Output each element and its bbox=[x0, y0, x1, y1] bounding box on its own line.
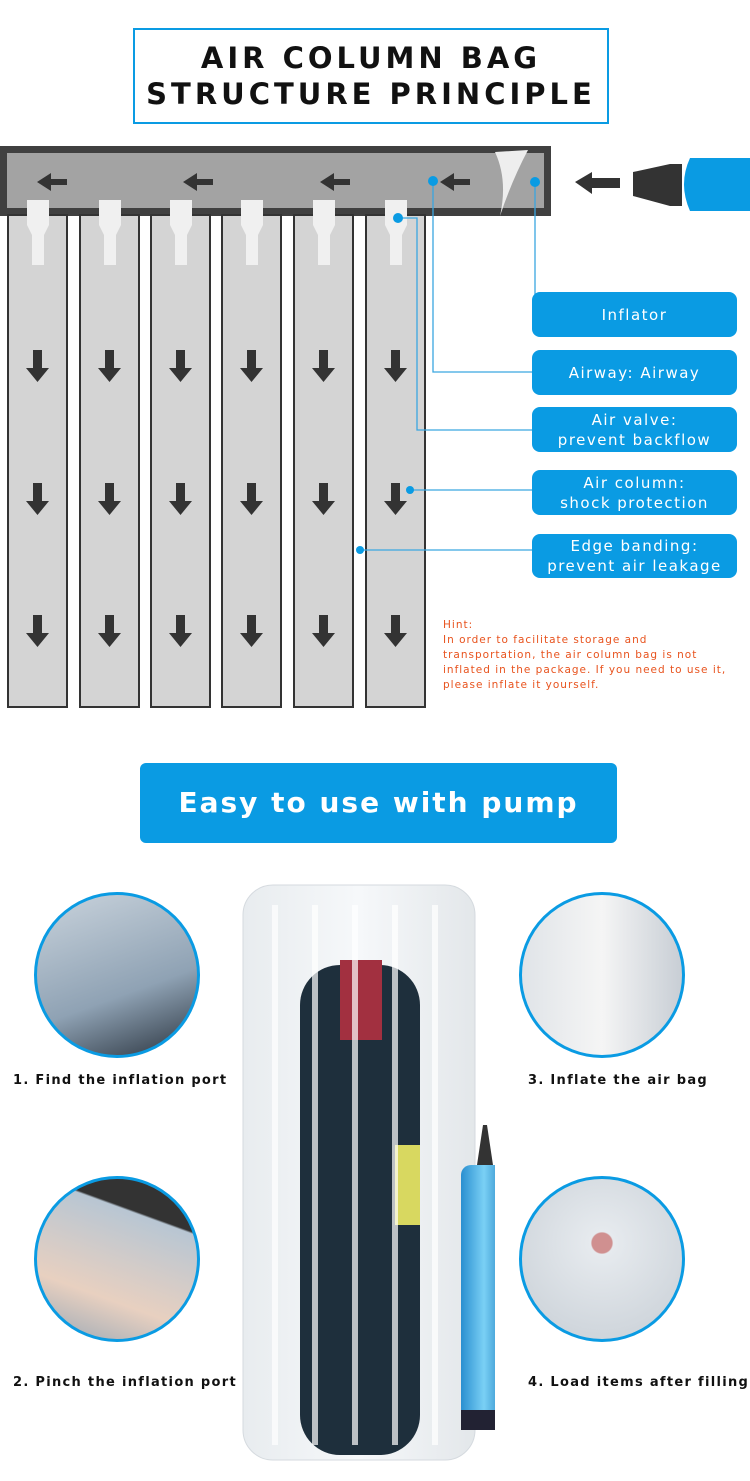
step-4-label: 4. Load items after filling bbox=[528, 1375, 750, 1390]
callout-airway bbox=[532, 350, 737, 395]
callout-text: shock protection bbox=[560, 493, 709, 512]
step-2-label: 2. Pinch the inflation port bbox=[13, 1375, 237, 1390]
callout-text: Inflator bbox=[601, 305, 668, 324]
callout-inflator bbox=[532, 292, 737, 337]
callout-air-column bbox=[532, 470, 737, 515]
hint-text: In order to facilitate storage and transportation, the air column bag is not inflated in the package. If you need to use it, please inflate it yourself. bbox=[443, 634, 727, 691]
callout-text: Air column: bbox=[583, 473, 686, 492]
step-3-photo bbox=[519, 892, 685, 1058]
callout-text: Air valve: bbox=[591, 410, 678, 429]
section-title bbox=[133, 28, 609, 124]
inflator-nozzle-icon bbox=[575, 158, 750, 211]
hint-note bbox=[443, 618, 743, 693]
step-4-photo bbox=[519, 1176, 685, 1342]
callout-text: Edge banding: bbox=[570, 537, 699, 555]
hint-label: Hint: bbox=[443, 619, 474, 631]
callout-air-valve bbox=[532, 407, 737, 452]
callout-edge-banding bbox=[532, 534, 737, 578]
step-2-photo bbox=[34, 1176, 200, 1342]
callout-text: Airway: Airway bbox=[568, 363, 701, 382]
hand-pump-icon bbox=[461, 1125, 495, 1430]
pump-banner: Easy to use with pump bbox=[140, 763, 617, 843]
title-line-2: STRUCTURE PRINCIPLE bbox=[146, 77, 596, 111]
callout-text: prevent air leakage bbox=[547, 557, 722, 575]
step-1-photo bbox=[34, 892, 200, 1058]
title-line-1: AIR COLUMN BAG bbox=[200, 41, 542, 75]
callout-text: prevent backflow bbox=[557, 430, 712, 449]
step-3-label: 3. Inflate the air bag bbox=[528, 1073, 709, 1088]
step-1-label: 1. Find the inflation port bbox=[13, 1073, 228, 1088]
product-photo-bag-with-bottle bbox=[235, 875, 495, 1475]
